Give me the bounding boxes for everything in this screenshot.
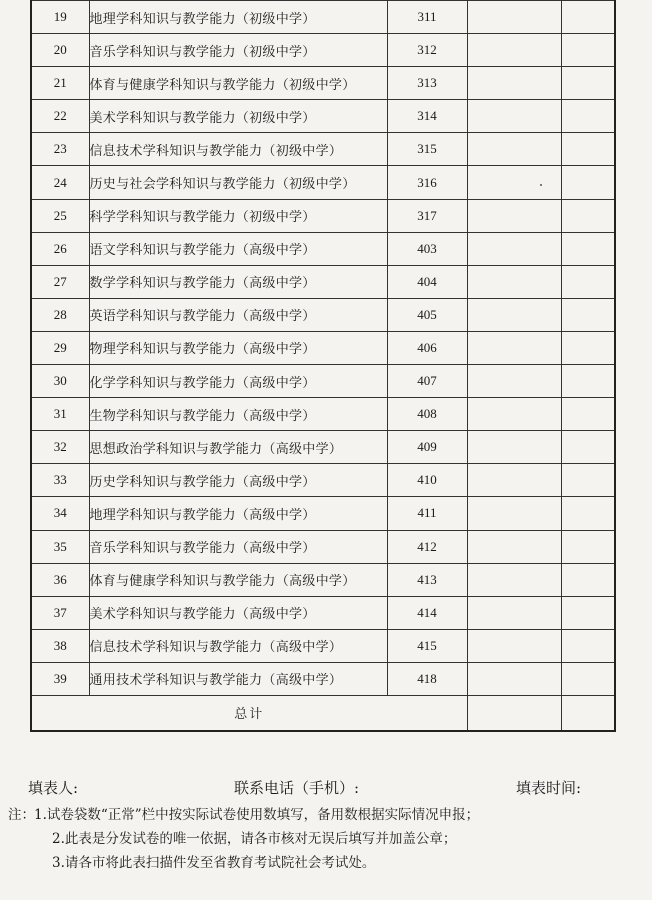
spare-count-cell xyxy=(561,232,615,265)
table-row xyxy=(31,232,615,265)
subject-code: 406 xyxy=(387,331,467,364)
row-number: 29 xyxy=(31,331,89,364)
table-row xyxy=(31,596,615,629)
table-row xyxy=(31,265,615,298)
signature-row xyxy=(28,777,624,797)
filler-label: 填表人: xyxy=(28,779,79,797)
row-number: 36 xyxy=(31,563,89,596)
row-number: 39 xyxy=(31,662,89,695)
spare-count-cell xyxy=(561,563,615,596)
row-number: 34 xyxy=(31,497,89,530)
subject-code: 403 xyxy=(387,232,467,265)
subject-name: 通用技术学科知识与教学能力（高级中学） xyxy=(89,662,387,695)
row-number: 20 xyxy=(31,34,89,67)
subject-name: 信息技术学科知识与教学能力（初级中学） xyxy=(89,133,387,166)
total-normal-cell xyxy=(467,695,561,731)
subject-code: 415 xyxy=(387,629,467,662)
note-item-1: 1.试卷袋数“正常”栏中按实际试卷使用数填写，备用数根据实际情况申报； xyxy=(34,807,480,823)
subject-code: 412 xyxy=(387,530,467,563)
spare-count-cell xyxy=(561,464,615,497)
normal-count-cell xyxy=(467,199,561,232)
row-number: 21 xyxy=(31,67,89,100)
table-row xyxy=(31,530,615,563)
subject-name: 物理学科知识与教学能力（高级中学） xyxy=(89,331,387,364)
subject-name: 历史学科知识与教学能力（高级中学） xyxy=(89,464,387,497)
spare-count-cell xyxy=(561,166,615,199)
total-row xyxy=(31,695,615,731)
subject-name: 英语学科知识与教学能力（高级中学） xyxy=(89,298,387,331)
row-number: 27 xyxy=(31,265,89,298)
normal-count-cell xyxy=(467,464,561,497)
subject-name: 音乐学科知识与教学能力（高级中学） xyxy=(89,530,387,563)
subject-code: 405 xyxy=(387,298,467,331)
row-number: 33 xyxy=(31,464,89,497)
spare-count-cell xyxy=(561,265,615,298)
normal-count-cell xyxy=(467,431,561,464)
table-row xyxy=(31,497,615,530)
normal-count-cell xyxy=(467,232,561,265)
normal-count-cell xyxy=(467,166,561,199)
table-row xyxy=(31,1,615,34)
row-number: 26 xyxy=(31,232,89,265)
row-number: 24 xyxy=(31,166,89,199)
spare-count-cell xyxy=(561,365,615,398)
table-row xyxy=(31,365,615,398)
normal-count-cell xyxy=(467,34,561,67)
phone-label: 联系电话（手机）: xyxy=(234,779,360,797)
subject-code: 407 xyxy=(387,365,467,398)
spare-count-cell xyxy=(561,34,615,67)
table-row xyxy=(31,331,615,364)
subject-code: 408 xyxy=(387,398,467,431)
spare-count-cell xyxy=(561,100,615,133)
subject-name: 地理学科知识与教学能力（高级中学） xyxy=(89,497,387,530)
normal-count-cell xyxy=(467,1,561,34)
subject-code: 314 xyxy=(387,100,467,133)
normal-count-cell xyxy=(467,662,561,695)
table-row xyxy=(31,67,615,100)
subject-code: 317 xyxy=(387,199,467,232)
subject-name: 信息技术学科知识与教学能力（高级中学） xyxy=(89,629,387,662)
row-number: 22 xyxy=(31,100,89,133)
subject-name: 美术学科知识与教学能力（高级中学） xyxy=(89,596,387,629)
normal-count-cell xyxy=(467,596,561,629)
subject-name: 体育与健康学科知识与教学能力（高级中学） xyxy=(89,563,387,596)
subject-code: 404 xyxy=(387,265,467,298)
normal-count-cell xyxy=(467,331,561,364)
subject-code: 316 xyxy=(387,166,467,199)
subject-code: 410 xyxy=(387,464,467,497)
spare-count-cell xyxy=(561,629,615,662)
row-number: 37 xyxy=(31,596,89,629)
normal-count-cell xyxy=(467,133,561,166)
table-row xyxy=(31,662,615,695)
row-number: 25 xyxy=(31,199,89,232)
total-spare-cell xyxy=(561,695,615,731)
row-number: 38 xyxy=(31,629,89,662)
subject-code: 315 xyxy=(387,133,467,166)
subject-table-body xyxy=(31,1,615,696)
table-row xyxy=(31,563,615,596)
subject-code: 418 xyxy=(387,662,467,695)
row-number: 23 xyxy=(31,133,89,166)
spare-count-cell xyxy=(561,662,615,695)
row-number: 35 xyxy=(31,530,89,563)
normal-count-cell xyxy=(467,265,561,298)
row-number: 28 xyxy=(31,298,89,331)
subject-code: 413 xyxy=(387,563,467,596)
normal-count-cell xyxy=(467,365,561,398)
spare-count-cell xyxy=(561,67,615,100)
subject-name: 化学学科知识与教学能力（高级中学） xyxy=(89,365,387,398)
spare-count-cell xyxy=(561,199,615,232)
subject-name: 科学学科知识与教学能力（初级中学） xyxy=(89,199,387,232)
normal-count-cell xyxy=(467,398,561,431)
spare-count-cell xyxy=(561,530,615,563)
subject-name: 历史与社会学科知识与教学能力（初级中学） xyxy=(89,166,387,199)
note-line-3 xyxy=(8,851,648,875)
normal-count-cell xyxy=(467,298,561,331)
subject-name: 语文学科知识与教学能力（高级中学） xyxy=(89,232,387,265)
subject-code: 409 xyxy=(387,431,467,464)
normal-count-cell xyxy=(467,563,561,596)
spare-count-cell xyxy=(561,133,615,166)
notes-section xyxy=(8,803,648,875)
table-row xyxy=(31,298,615,331)
spare-count-cell xyxy=(561,298,615,331)
normal-count-cell xyxy=(467,100,561,133)
note-item-3: 3.请各市将此表扫描件发至省教育考试院社会考试处。 xyxy=(52,855,376,871)
row-number: 32 xyxy=(31,431,89,464)
subject-name: 美术学科知识与教学能力（初级中学） xyxy=(89,100,387,133)
spare-count-cell xyxy=(561,431,615,464)
table-row xyxy=(31,166,615,199)
table-row xyxy=(31,464,615,497)
normal-count-cell xyxy=(467,67,561,100)
notes-prefix: 注： xyxy=(8,807,35,823)
subject-name: 音乐学科知识与教学能力（初级中学） xyxy=(89,34,387,67)
scan-speck xyxy=(540,184,542,186)
normal-count-cell xyxy=(467,629,561,662)
subject-code: 411 xyxy=(387,497,467,530)
table-row xyxy=(31,100,615,133)
table-row xyxy=(31,133,615,166)
spare-count-cell xyxy=(561,497,615,530)
table-row xyxy=(31,199,615,232)
subject-name: 生物学科知识与教学能力（高级中学） xyxy=(89,398,387,431)
note-line-2 xyxy=(8,827,648,851)
row-number: 31 xyxy=(31,398,89,431)
spare-count-cell xyxy=(561,331,615,364)
spare-count-cell xyxy=(561,398,615,431)
table-row xyxy=(31,431,615,464)
table-row xyxy=(31,398,615,431)
subject-name: 体育与健康学科知识与教学能力（初级中学） xyxy=(89,67,387,100)
subject-code: 312 xyxy=(387,34,467,67)
normal-count-cell xyxy=(467,497,561,530)
spare-count-cell xyxy=(561,596,615,629)
spare-count-cell xyxy=(561,1,615,34)
subject-name: 数学学科知识与教学能力（高级中学） xyxy=(89,265,387,298)
subject-code: 414 xyxy=(387,596,467,629)
table-row xyxy=(31,34,615,67)
row-number: 30 xyxy=(31,365,89,398)
subject-code: 311 xyxy=(387,1,467,34)
subject-name: 地理学科知识与教学能力（初级中学） xyxy=(89,1,387,34)
subject-name: 思想政治学科知识与教学能力（高级中学） xyxy=(89,431,387,464)
row-number: 19 xyxy=(31,1,89,34)
note-line-1 xyxy=(8,803,648,827)
table-row xyxy=(31,629,615,662)
subject-code: 313 xyxy=(387,67,467,100)
subject-table xyxy=(30,0,616,732)
fill-time-label: 填表时间: xyxy=(516,779,582,797)
note-item-2: 2.此表是分发试卷的唯一依据，请各市核对无误后填写并加盖公章； xyxy=(52,831,457,847)
normal-count-cell xyxy=(467,530,561,563)
total-label: 总计 xyxy=(31,695,467,731)
